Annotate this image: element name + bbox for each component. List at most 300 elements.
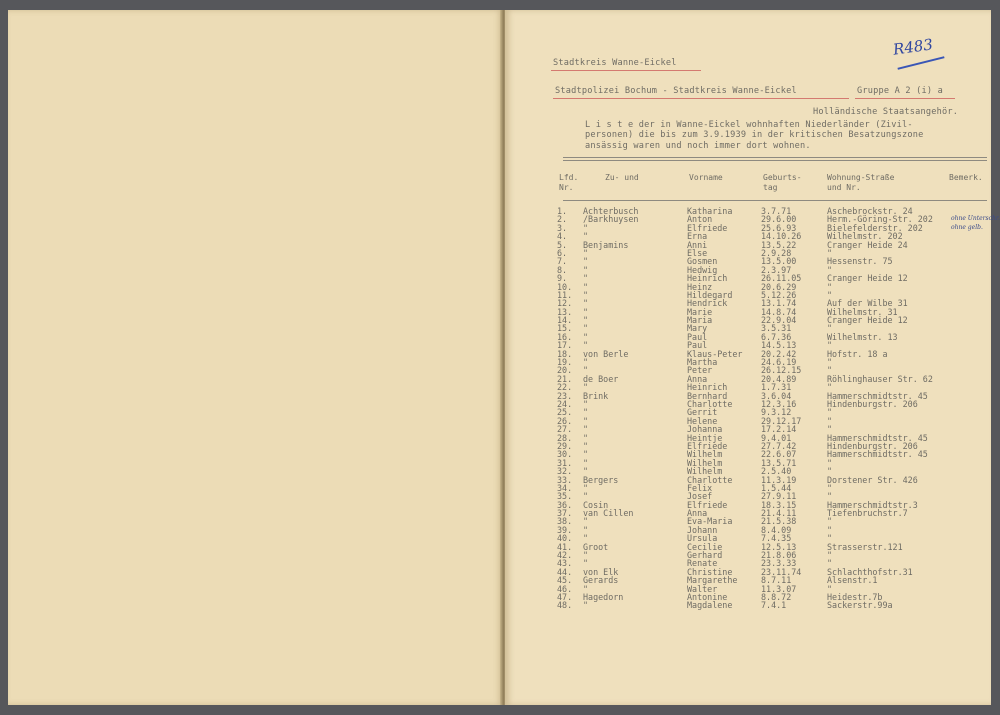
address: Schlachthofstr.31 [827,566,913,577]
first-name: Bernhard [687,390,728,401]
family-name: " [583,440,589,451]
family-name: Gerards [583,575,619,586]
first-name: Mary [687,323,708,334]
table-row [505,492,991,500]
first-name: Elfriede [687,499,728,510]
table-row [505,283,991,291]
group-label: Gruppe A 2 (i) a [857,86,943,96]
birth-date: 2.5.40 [761,466,792,477]
first-name: Christine [687,566,733,577]
intro-line-1: L i s t e der in Wanne-Eickel wohnhaften Niederländer (Zivil- [585,120,913,130]
table-row [505,241,991,249]
remark: ohne gelb. [951,223,983,231]
first-name: Ursula [687,533,718,544]
family-name: von Elk [583,566,619,577]
birth-date: 25.6.93 [761,222,797,233]
header-line-2: Stadtpolizei Bochum - Stadtkreis Wanne-Eickel [555,86,797,96]
birth-date: 27.7.42 [761,440,797,451]
table-row [505,232,991,240]
family-name: " [583,273,589,284]
address: " [827,516,833,527]
birth-date: 26.11.05 [761,273,802,284]
address: " [827,583,833,594]
address: " [827,281,833,292]
table-row [505,392,991,400]
first-name: Gerrit [687,407,718,418]
table-row [505,526,991,534]
birth-date: 23.11.74 [761,566,802,577]
row-number: 32. [557,466,573,477]
table-row [505,375,991,383]
family-name: " [583,466,589,477]
address: " [827,407,833,418]
birth-date: 22.9.04 [761,315,797,326]
intro-text [585,120,924,151]
address: Wilhelmstr. 202 [827,231,903,242]
address: Bielefelderstr. 202 [827,222,923,233]
birth-date: 13.5.00 [761,256,797,267]
birth-date: 3.5.31 [761,323,792,334]
header-line-1-underline [551,70,701,71]
birth-date: 24.6.19 [761,357,797,368]
first-name: Johann [687,524,718,535]
row-number: 16. [557,331,573,342]
birth-date: 13.5.22 [761,239,797,250]
birth-date: 26.12.15 [761,365,802,376]
row-number: 43. [557,558,573,569]
family-name: " [583,331,589,342]
table-row [505,316,991,324]
family-name: " [583,449,589,460]
birth-date: 8.7.11 [761,575,792,586]
first-name: Antonine [687,591,728,602]
family-name: " [583,533,589,544]
first-name: Wilhelm [687,466,723,477]
row-number: 19. [557,357,573,368]
row-number: 36. [557,499,573,510]
address: " [827,482,833,493]
address: " [827,340,833,351]
archive-reference-underline [897,56,944,70]
table-row [505,299,991,307]
family-name: " [583,415,589,426]
address: Hammerschmidtstr. 45 [827,390,928,401]
family-name: " [583,222,589,233]
header-line-2-underline [553,98,849,99]
first-name: Johanna [687,424,723,435]
row-number: 33. [557,474,573,485]
birth-date: 7.4.35 [761,533,792,544]
row-number: 40. [557,533,573,544]
address: Hofstr. 18 a [827,348,888,359]
first-name: Katharina [687,206,733,216]
row-number: 7. [557,256,568,267]
first-name: Peter [687,365,713,376]
address: " [827,415,833,426]
family-name: " [583,516,589,527]
first-name: Anni [687,239,708,250]
table-row [505,350,991,358]
header-line-1: Stadtkreis Wanne-Eickel [553,58,677,68]
family-name: Benjamins [583,239,629,250]
birth-date: 22.6.07 [761,449,797,460]
row-number: 20. [557,365,573,376]
row-number: 39. [557,524,573,535]
address: Aschebrockstr. 24 [827,206,913,216]
birth-date: 18.3.15 [761,499,797,510]
address: Wilhelmstr. 31 [827,306,898,317]
address: Strasserstr.121 [827,541,903,552]
birth-date: 14.5.13 [761,340,797,351]
row-number: 34. [557,482,573,493]
family-name: " [583,231,589,242]
left-page [8,10,502,705]
address: Wilhelmstr. 13 [827,331,898,342]
birth-date: 17.2.14 [761,424,797,435]
row-number: 9. [557,273,568,284]
address: " [827,424,833,435]
first-name: Maria [687,315,713,326]
row-number: 41. [557,541,573,552]
family-name: " [583,264,589,275]
address: " [827,247,833,258]
first-name: Hildegard [687,289,733,300]
birth-date: 1.5.44 [761,482,792,493]
birth-date: 3.6.04 [761,390,792,401]
col-remark-header: Bemerk. [949,173,983,182]
row-number: 42. [557,550,573,561]
first-name: Walter [687,583,718,594]
family-name: /Barkhuysen [583,214,639,225]
address: " [827,457,833,468]
table-row [505,249,991,257]
header-rule-top [563,157,987,158]
family-name: " [583,306,589,317]
family-name: Hagedorn [583,591,624,602]
col-birth-header: Geburts- tag [763,173,802,192]
row-number: 6. [557,247,568,258]
row-number: 35. [557,491,573,502]
birth-date: 9.3.12 [761,407,792,418]
first-name: Anna [687,508,708,519]
first-name: Martha [687,357,718,368]
row-number: 22. [557,382,573,393]
first-name: Gosmen [687,256,718,267]
family-name: " [583,491,589,502]
table-row [505,291,991,299]
first-name: Wilhelm [687,457,723,468]
family-name: Achterbusch [583,206,639,216]
address: Hammerschmidtstr.3 [827,499,918,510]
col-family-header: Zu- und [605,173,639,182]
address: " [827,264,833,275]
first-name: Margarethe [687,575,738,586]
family-name: " [583,365,589,376]
family-name: " [583,407,589,418]
address: Auf der Wilbe 31 [827,298,908,309]
birth-date: 29.12.17 [761,415,802,426]
first-name: Renate [687,558,718,569]
address: Cranger Heide 12 [827,273,908,284]
table-row [505,543,991,551]
table-row [505,274,991,282]
family-name: Bergers [583,474,619,485]
address: Hindenburgstr. 206 [827,440,918,451]
first-name: Gerhard [687,550,723,561]
table-row [505,333,991,341]
row-number: 30. [557,449,573,460]
first-name: Paul [687,340,708,351]
family-name: de Boer [583,373,619,384]
table-row [505,509,991,517]
table-row [505,324,991,332]
table-row [505,585,991,593]
address: " [827,524,833,535]
table-row [505,450,991,458]
address: " [827,533,833,544]
family-name: " [583,298,589,309]
right-page [505,10,1000,705]
header-rule-bottom [563,200,987,201]
first-name: Eva-Maria [687,516,733,527]
first-name: Hedwig [687,264,718,275]
address: Alsenstr.1 [827,575,878,586]
row-number: 17. [557,340,573,351]
address: " [827,357,833,368]
row-number: 15. [557,323,573,334]
nationality-label: Holländische Staatsangehör. [813,107,959,117]
address: " [827,550,833,561]
table-row [505,459,991,467]
birth-date: 8.4.09 [761,524,792,535]
table-row [505,476,991,484]
birth-date: 14.8.74 [761,306,797,317]
table-row [505,593,991,601]
col-nr-header: Lfd. Nr. [559,173,579,192]
row-number: 4. [557,231,568,242]
table-row [505,484,991,492]
family-name: " [583,323,589,334]
birth-date: 3.7.71 [761,206,792,216]
intro-line-2: personen) die bis zum 3.9.1939 in der kritischen Besatzungszone [585,130,924,141]
address: " [827,289,833,300]
first-name: Paul [687,331,708,342]
first-name: Heinrich [687,382,728,393]
table-row [505,400,991,408]
birth-date: 20.4.89 [761,373,797,384]
family-name: " [583,524,589,535]
first-name: Felix [687,482,713,493]
table-row [505,467,991,475]
first-name: Heintje [687,432,723,443]
first-name: Heinz [687,281,713,292]
address: " [827,323,833,334]
row-number: 28. [557,432,573,443]
first-name: Anton [687,214,713,225]
table-row [505,358,991,366]
family-name: van Cillen [583,508,634,519]
address: Hammerschmidtstr. 45 [827,432,928,443]
birth-date: 5.12.26 [761,289,797,300]
birth-date: 13.1.74 [761,298,797,309]
first-name: Charlotte [687,474,733,485]
table-row [505,501,991,509]
birth-date: 20.6.29 [761,281,797,292]
birth-date: 11.3.19 [761,474,797,485]
intro-line-3: ansässig waren und noch immer dort wohnen. [585,140,811,151]
row-number: 3. [557,222,568,233]
birth-date: 1.7.31 [761,382,792,393]
col-address-header: Wohnung-Straße und Nr. [827,173,895,192]
birth-date: 6.7.36 [761,331,792,342]
birth-date: 12.5.13 [761,541,797,552]
family-name: von Berle [583,348,629,359]
first-name: Marie [687,306,713,317]
row-number: 37. [557,508,573,519]
birth-date: 20.2.42 [761,348,797,359]
first-name: Heinrich [687,273,728,284]
row-number: 31. [557,457,573,468]
row-number: 23. [557,390,573,401]
row-number: 26. [557,415,573,426]
address: Hessenstr. 75 [827,256,893,267]
family-name: " [583,357,589,368]
address: " [827,365,833,376]
first-name: Wilhelm [687,449,723,460]
address: " [827,491,833,502]
first-name: Else [687,247,708,258]
row-number: 38. [557,516,573,527]
birth-date: 9.4.01 [761,432,792,443]
family-name: " [583,550,589,561]
first-name: Klaus-Peter [687,348,743,359]
row-number: 12. [557,298,573,309]
table-row [505,534,991,542]
address: Cranger Heide 12 [827,315,908,326]
birth-date: 8.8.72 [761,591,792,602]
row-number: 44. [557,566,573,577]
address: " [827,466,833,477]
address: Hindenburgstr. 206 [827,398,918,409]
resident-list [505,206,1000,611]
birth-date: 21.4.11 [761,508,797,519]
birth-date: 14.10.26 [761,231,802,242]
birth-date: 29.6.00 [761,214,797,225]
family-name: " [583,247,589,258]
row-number: 48. [557,600,573,611]
row-number: 5. [557,239,568,250]
row-number: 21. [557,373,573,384]
row-number: 45. [557,575,573,586]
birth-date: 2.3.97 [761,264,792,275]
address: Cranger Heide 24 [827,239,908,250]
birth-date: 23.3.33 [761,558,797,569]
family-name: " [583,281,589,292]
first-name: Helene [687,415,718,426]
family-name: Groot [583,541,609,552]
address: Herm.-Göring-Str. 202 [827,214,933,225]
family-name: " [583,340,589,351]
birth-date: 11.3.07 [761,583,797,594]
family-name: " [583,583,589,594]
family-name: " [583,256,589,267]
family-name: " [583,558,589,569]
family-name: " [583,432,589,443]
family-name: " [583,482,589,493]
first-name: Elfriede [687,222,728,233]
family-name: Brink [583,390,609,401]
table-row [505,257,991,265]
birth-date: 12.3.16 [761,398,797,409]
address: Heidestr.7b [827,591,883,602]
row-number: 27. [557,424,573,435]
row-number: 13. [557,306,573,317]
row-number: 14. [557,315,573,326]
table-row [505,341,991,349]
first-name: Erna [687,231,708,242]
row-number: 24. [557,398,573,409]
birth-date: 7.4.1 [761,600,787,611]
table-row [505,559,991,567]
birth-date: 21.8.06 [761,550,797,561]
birth-date: 2.9.28 [761,247,792,258]
address: Röhlinghauser Str. 62 [827,373,933,384]
table-row [505,551,991,559]
table-row [505,308,991,316]
first-name: Hendrick [687,298,728,309]
birth-date: 21.5.38 [761,516,797,527]
address: Tiefenbruchstr.7 [827,508,908,519]
birth-date: 13.5.71 [761,457,797,468]
first-name: Magdalene [687,600,733,611]
row-number: 1. [557,206,568,216]
row-number: 8. [557,264,568,275]
address: Hammerschmidtstr. 45 [827,449,928,460]
row-number: 18. [557,348,573,359]
family-name: " [583,289,589,300]
family-name: Cosin [583,499,609,510]
row-number: 11. [557,289,573,300]
row-number: 10. [557,281,573,292]
address: " [827,382,833,393]
col-first-header: Vorname [689,173,723,182]
table-row [505,434,991,442]
family-name: " [583,457,589,468]
header-rule-top-2 [563,160,987,161]
family-name: " [583,315,589,326]
remark: ohne Unterschr. [951,215,1000,223]
row-number: 46. [557,583,573,594]
first-name: Charlotte [687,398,733,409]
address: Sackerstr.99a [827,600,893,611]
archive-reference: R483 [891,35,934,59]
address: Dorstener Str. 426 [827,474,918,485]
family-name: " [583,398,589,409]
table-row [505,417,991,425]
table-row [505,266,991,274]
family-name: " [583,600,589,611]
table-row [505,601,991,609]
table-row [505,224,991,232]
first-name: Cecilie [687,541,723,552]
first-name: Josef [687,491,713,502]
row-number: 25. [557,407,573,418]
table-row [505,408,991,416]
address: " [827,558,833,569]
table-row [505,517,991,525]
first-name: Anna [687,373,708,384]
first-name: Elfriede [687,440,728,451]
